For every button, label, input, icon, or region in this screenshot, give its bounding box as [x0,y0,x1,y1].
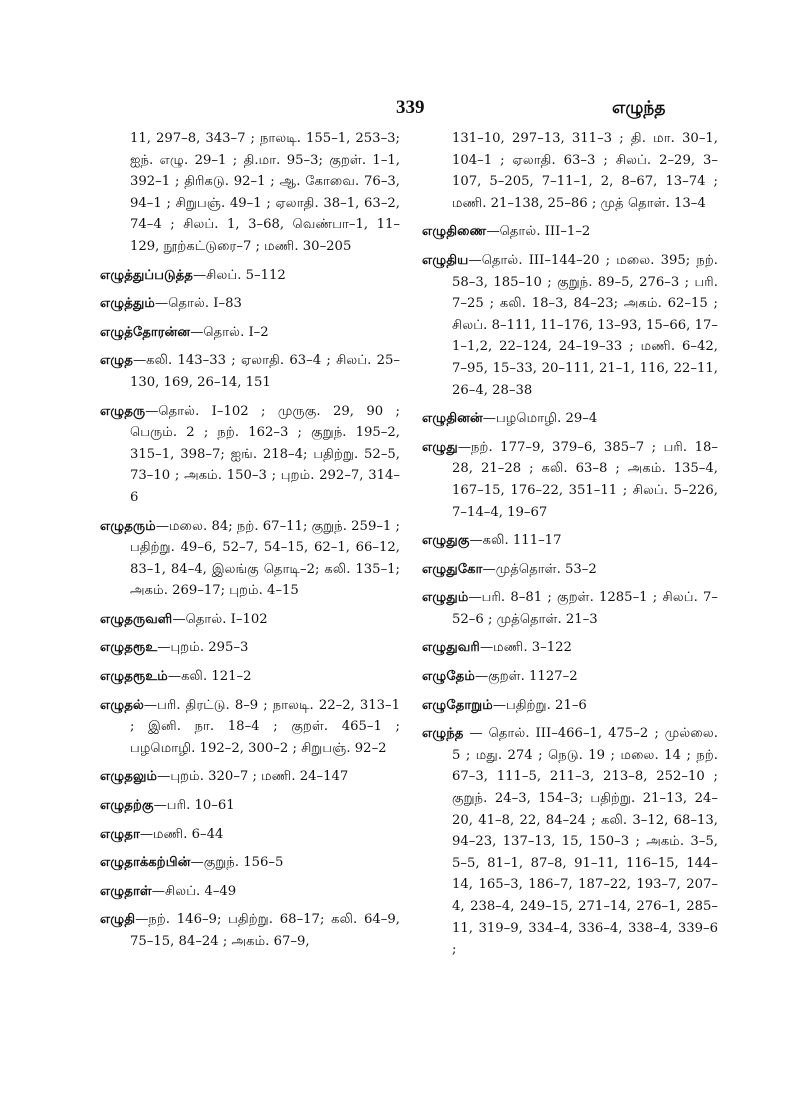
entry-references: — தொல். III–466–1, 475–2 ; முல்லை. 5 ; மது. 274 ; நெடு. 19 ; மலை. 14 ; நற். 67–3, 111–5, 211–3, 213–8, 252–10 ; குறுந். 24–3, 154–3; பதிற்று. 21–13, 24–20, 41–8, 22, 84–24 ; கலி. 3–12, 68–13, 94–23, 137–13, 15, 150–3 ; அகம். 3–5, 5–5, 81–1, 87–8, 91–11, 116–15, 144–14, 165–3, 186–7, 187–22, 193–7, 207–4, 238–4, 249–15, 271–14, 276–1, 285–11, 319–9, 334–4, 336–4, 338–4, 339–6 ; [452,726,718,958]
entry-headword: எழுத்தும் [100,296,156,312]
entry-references: —மலை. 84; நற். 67–11; குறுந். 259–1 ; பதிற்று. 49–6, 52–7, 54–15, 62–1, 66–12, 83–1, 84–4, இலங்கு தொடி–2; கலி. 135–1; அகம். 269–17; புறம். 4–15 [130,518,400,599]
index-entry [422,128,718,214]
entry-references: —புறம். 295–3 [157,640,249,656]
entry-references: —குறள். 1127–2 [474,669,578,685]
entry-references: —தொல். I–2 [190,324,269,340]
index-entry [422,587,718,630]
entry-references: —பரி. 10–61 [153,798,235,814]
index-entry [100,322,400,344]
index-entry [422,221,718,243]
right-column [422,128,718,968]
index-entry [422,637,718,659]
entry-headword: எழுதாள் [100,883,152,899]
entry-references: —மணி. 6–44 [139,826,224,842]
index-entry [422,437,718,523]
entry-headword: எழுது [422,439,458,455]
index-entry [100,128,400,258]
entry-headword: எழுத [100,353,133,369]
entry-references: —தொல். I–83 [155,296,242,312]
index-entry [100,695,400,760]
entry-references: —கலி. 111–17 [469,533,562,549]
entry-references: 131–10, 297–13, 311–3 ; தி. மா. 30–1, 104–1 ; ஏலாதி. 63–3 ; சிலப். 2–29, 3–107, 5–205, 7–11–1, 2, 8–67, 13–74 ; மணி. 21–138, 25–86 ; முத் தொள். 13–4 [452,131,718,211]
index-entry [422,695,718,717]
index-entry [100,795,400,817]
page-number: 339 [396,97,425,118]
entry-headword: எழுதினன் [422,411,483,427]
entry-headword: எழுத்தோரன்ன [100,324,191,340]
index-entry [422,250,718,401]
entry-headword: எழுதலும் [100,769,158,785]
entry-references: —குறுந். 156–5 [190,855,284,871]
entry-references: —பரி. 8–81 ; குறள். 1285–1 ; சிலப். 7–52–6 ; முத்தொள். 21–3 [452,590,718,627]
index-entry [100,401,400,509]
entry-headword: எழுதும் [422,590,469,606]
entry-references: —தொல். III–1–2 [486,224,591,240]
index-entry [422,723,718,961]
entry-references: —நற். 146–9; பதிற்று. 68–17; கலி. 64–9, 75–15, 84–24 ; அகம். 67–9, [130,912,400,949]
index-entry [422,530,718,552]
entry-references: —நற். 177–9, 379–6, 385–7 ; பரி. 18–28, 21–28 ; கலி. 63–8 ; அகம். 135–4, 167–15, 176–22, 351–11 ; சிலப். 5–226, 7–14–4, 19–67 [452,439,718,520]
entry-references: —முத்தொள். 53–2 [482,561,597,577]
entry-references: —சிலப். 5–112 [192,267,286,283]
entry-references: —புறம். 320–7 ; மணி. 24–147 [157,769,349,785]
entry-headword: எழுதற்கு [100,798,154,814]
index-entry [422,666,718,688]
entry-references: —பழமொழி. 29–4 [482,411,598,427]
index-entry [100,265,400,287]
entry-headword: எழுதரூஉ [100,640,158,656]
entry-headword: எழுதேம் [422,669,475,685]
index-entry [100,766,400,788]
index-entry [100,516,400,602]
index-entry [100,824,400,846]
entry-headword: எழுதிய [422,252,469,268]
entry-references: —கலி. 143–33 ; ஏலாதி. 63–4 ; சிலப். 25–130, 169, 26–14, 151 [130,353,400,390]
left-column [100,128,400,960]
index-entry [100,881,400,903]
index-entry [100,909,400,952]
entry-headword: எழுதா [100,826,140,842]
entry-references: —பதிற்று. 21–6 [492,697,587,713]
entry-references: —மணி. 3–122 [479,640,572,656]
entry-headword: எழுதரும் [100,518,156,534]
index-entry [100,852,400,874]
entry-headword: எழுதிணை [422,224,487,240]
index-entry [100,293,400,315]
entry-headword: எழுதருவளி [100,611,173,627]
entry-headword: எழுதோறும் [422,697,493,713]
entry-references: —தொல். I–102 [172,611,268,627]
index-entry [100,350,400,393]
entry-references: —தொல். I–102 ; முருகு. 29, 90 ; பெரும். 2 ; நற். 162–3 ; குறுந். 195–2, 315–1, 398–7; ஐங். 218–4; பதிற்று. 52–5, 73–10 ; அகம். 150–3 ; புறம். 292–7, 314–6 [130,403,400,505]
entry-headword: எழுதரூஉம் [100,669,168,685]
entry-references: —கலி. 121–2 [167,669,252,685]
entry-headword: எழுதுவரி [422,640,480,656]
entry-headword: எழுதல் [100,697,144,713]
entry-headword: எழுதுகோ [422,561,483,577]
index-entry [422,408,718,430]
entry-headword: எழுதரு [100,403,146,419]
entry-references: —சிலப். 4–49 [151,883,237,899]
index-entry [100,637,400,659]
entry-references: —தொல். III–144–20 ; மலை. 395; நற். 58–3, 185–10 ; குறுந். 89–5, 276–3 ; பரி. 7–25 ; கலி. 18–3, 84–23; அகம். 62–15 ; சிலப். 8–111, 11–176, 13–93, 15–66, 17–1–1,2, 22–124, 24–19–33 ; மணி. 6–42, 7–95, 15–33, 20–111, 21–1, 116, 22–11, 26–4, 28–38 [452,252,718,398]
entry-headword: எழுத்துப்படுத்த [100,267,193,283]
running-head: எழுந்த [612,98,666,118]
entry-headword: எழுந்த [422,726,464,742]
index-entry [422,559,718,581]
entry-headword: எழுதி [100,912,136,928]
entry-references: 11, 297–8, 343–7 ; நாலடி. 155–1, 253–3; ஐந். எழு. 29–1 ; தி.மா. 95–3; குறள். 1–1, 392–1 ; திரிகடு. 92–1 ; ஆ. கோவை. 76–3, 94–1 ; சிறுபஞ். 49–1 ; ஏலாதி. 38–1, 63–2, 74–4 ; சிலப். 1, 3–68, வெண்பா–1, 11–129, நூற்கட்டுரை–7 ; மணி. 30–205 [130,131,400,254]
index-entry [100,666,400,688]
entry-headword: எழுதுகு [422,533,470,549]
entry-headword: எழுதாக்கற்பின் [100,855,191,871]
entry-references: —பரி. திரட்டு. 8–9 ; நாலடி. 22–2, 313–1 ; இனி. நா. 18–4 ; குறள். 465–1 ; பழமொழி. 192–2, 300–2 ; சிறுபஞ். 92–2 [130,697,400,756]
index-entry [100,609,400,631]
